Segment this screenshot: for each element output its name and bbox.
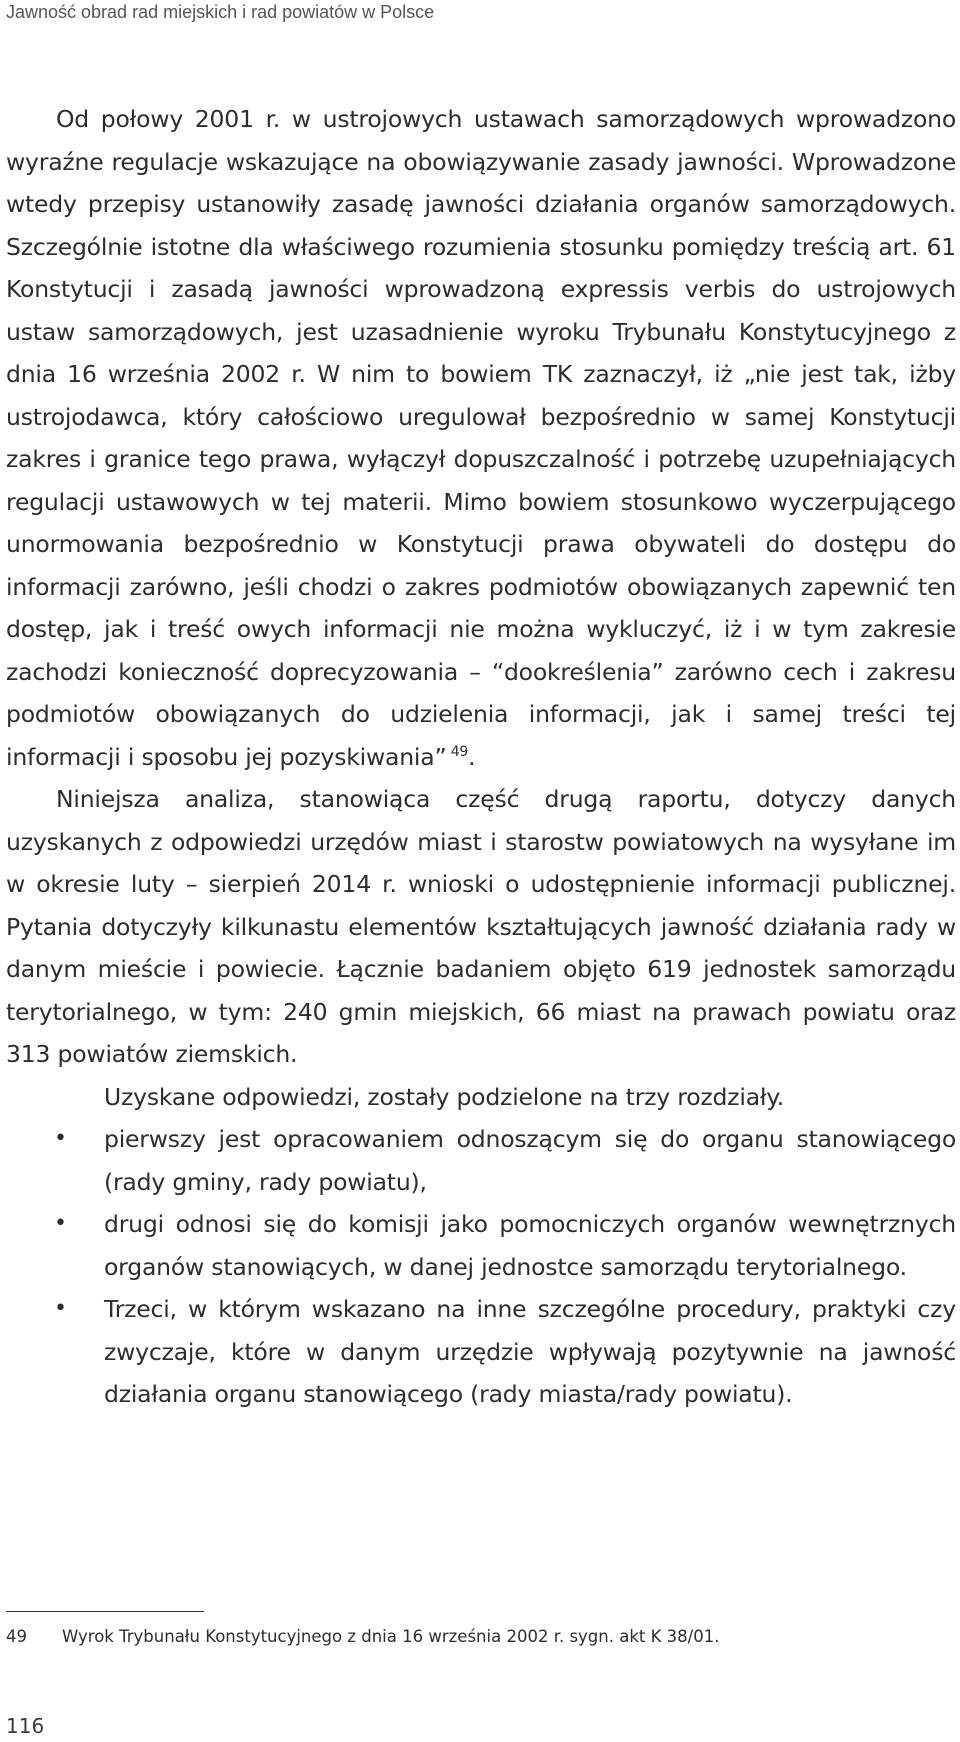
paragraph-1-end: . [468,742,476,771]
paragraph-1-text: Od połowy 2001 r. w ustrojowych ustawach samorządowych wprowadzono wyraźne regulacje wskazujące na obowiązywanie zasady jawności. Wprowadzone wtedy przepisy ustanowiły zasadę jawności działania organów samorządowych. Szczególnie istotne dla właściwego rozumienia stosunku pomiędzy treścią art. 61 Konstytucji i zasadą jawności wprowadzoną expressis verbis do ustrojowych ustaw samorządowych, jest uzasadnienie wyroku Trybunału Konstytucyjnego z dnia 16 września 2002 r. W nim to bowiem TK zaznaczył, iż „nie jest tak, iżby ustrojodawca, który całościowo uregulował bezpośrednio w samej Konstytucji zakres i granice tego prawa, wyłączył dopuszczalność i potrzebę uzupełniających regulacji ustawowych w tej materii. Mimo bowiem stosunkowo wyczerpującego unormowania bezpośrednio w Konstytucji prawa obywateli do dostępu do informacji zarówno, jeśli chodzi o zakres podmiotów obowiązanych zapewnić ten dostęp, jak i treść owych informacji nie można wykluczyć, iż i w tym zakresie zachodzi konieczność doprecyzowania – “dookreślenia” zarówno cech i zakresu podmiotów obowiązanych do udzielenia informacji, jak i samej treści tej informacji i sposobu jej pozyskiwania” [6,105,956,771]
running-header: Jawność obrad rad miejskich i rad powiatów w Polsce [6,2,435,22]
body-text [6,98,956,1416]
list-item [6,1118,956,1203]
bullet-icon: • [54,1126,67,1151]
chapter-list [6,1118,956,1416]
list-item [6,1288,956,1416]
page-number: 116 [6,1714,45,1738]
footnote-text: Wyrok Trybunału Konstytucyjnego z dnia 16 września 2002 r. sygn. akt K 38/01. [62,1627,720,1646]
bullet-icon: • [54,1211,67,1236]
bullet-icon: • [54,1296,67,1321]
paragraph-2: Niniejsza analiza, stanowiąca część drugą raportu, dotyczy danych uzyskanych z odpowiedzi urzędów miast i starostw powiatowych na wysyłane im w okresie luty – sierpień 2014 r. wnioski o udostępnienie informacji publicznej. Pytania dotyczyły kilkunastu elementów kształtujących jawność działania rady w danym mieście i powiecie. Łącznie badaniem objęto 619 jednostek samorządu terytorialnego, w tym: 240 gmin miejskich, 66 miast na prawach powiatu oraz 313 powiatów ziemskich. [6,785,956,1068]
list-item-text: drugi odnosi się do komisji jako pomocniczych organów wewnętrznych organów stanowiących, w danej jednostce samorządu terytorialnego. [104,1210,956,1281]
list-item-text: Trzeci, w którym wskazano na inne szczególne procedury, praktyki czy zwyczaje, które w danym urzędzie wpływają pozytywnie na jawność działania organu stanowiącego (rady miasta/rady powiatu). [104,1295,956,1408]
footnote-number: 49 [6,1627,27,1646]
footnote-separator [6,1611,204,1612]
list-intro: Uzyskane odpowiedzi, zostały podzielone na trzy rozdziały. [104,1082,785,1111]
list-item [6,1203,956,1288]
list-item-text: pierwszy jest opracowaniem odnoszącym się do organu stanowiącego (rady gminy, rady powiatu), [104,1125,956,1196]
footnote-reference: 49 [450,743,469,760]
paragraph-1 [6,98,956,778]
footnote [6,1626,946,1648]
